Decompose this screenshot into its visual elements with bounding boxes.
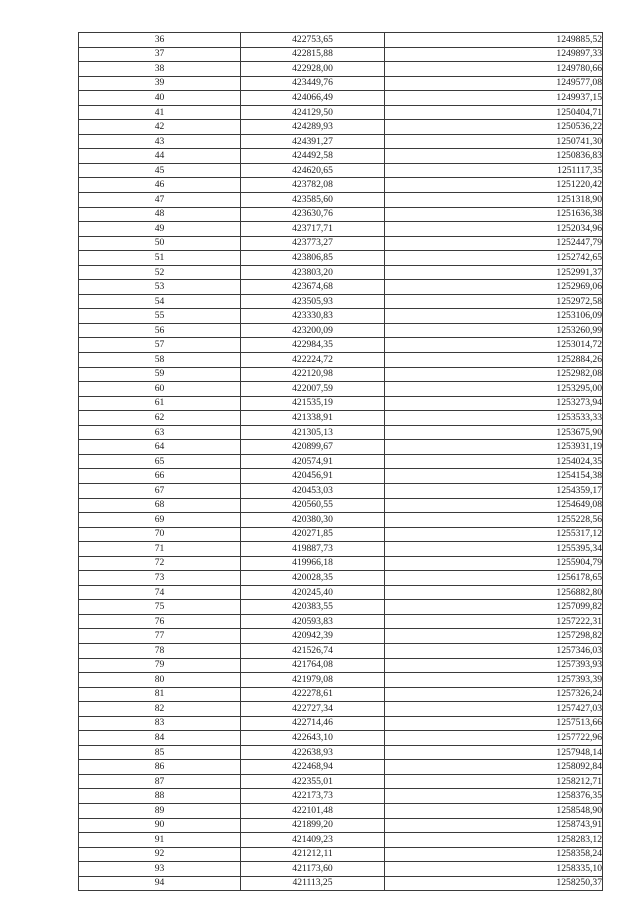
- y-coordinate-cell: 1257298,82: [385, 629, 603, 644]
- y-coordinate-cell: 1253675,90: [385, 425, 603, 440]
- x-coordinate-cell: 422928,00: [241, 62, 385, 77]
- table-row: [79, 280, 603, 295]
- coordinates-table-body: [79, 33, 603, 891]
- y-coordinate-cell: 1258250,37: [385, 876, 603, 891]
- y-coordinate-cell: 1257326,24: [385, 687, 603, 702]
- point-number-cell: 93: [79, 862, 241, 877]
- x-coordinate-cell: 423630,76: [241, 207, 385, 222]
- y-coordinate-cell: 1257513,66: [385, 716, 603, 731]
- table-row: [79, 294, 603, 309]
- point-number-cell: 69: [79, 513, 241, 528]
- table-row: [79, 163, 603, 178]
- x-coordinate-cell: 423717,71: [241, 222, 385, 237]
- x-coordinate-cell: 422727,34: [241, 702, 385, 717]
- x-coordinate-cell: 421113,25: [241, 876, 385, 891]
- table-row: [79, 309, 603, 324]
- table-row: [79, 33, 603, 48]
- y-coordinate-cell: 1252447,79: [385, 236, 603, 251]
- x-coordinate-cell: 421173,60: [241, 862, 385, 877]
- point-number-cell: 42: [79, 120, 241, 135]
- x-coordinate-cell: 420245,40: [241, 585, 385, 600]
- x-coordinate-cell: 424129,50: [241, 105, 385, 120]
- x-coordinate-cell: 420574,91: [241, 454, 385, 469]
- table-row: [79, 716, 603, 731]
- x-coordinate-cell: 423803,20: [241, 265, 385, 280]
- y-coordinate-cell: 1252972,58: [385, 294, 603, 309]
- point-number-cell: 54: [79, 294, 241, 309]
- y-coordinate-cell: 1258358,24: [385, 847, 603, 862]
- table-row: [79, 425, 603, 440]
- point-number-cell: 66: [79, 469, 241, 484]
- y-coordinate-cell: 1254359,17: [385, 483, 603, 498]
- table-row: [79, 803, 603, 818]
- x-coordinate-cell: 420593,83: [241, 614, 385, 629]
- table-row: [79, 411, 603, 426]
- x-coordinate-cell: 421979,08: [241, 673, 385, 688]
- y-coordinate-cell: 1257222,31: [385, 614, 603, 629]
- x-coordinate-cell: 423782,08: [241, 178, 385, 193]
- y-coordinate-cell: 1258092,84: [385, 760, 603, 775]
- x-coordinate-cell: 422278,61: [241, 687, 385, 702]
- point-number-cell: 47: [79, 193, 241, 208]
- y-coordinate-cell: 1252991,37: [385, 265, 603, 280]
- y-coordinate-cell: 1255395,34: [385, 542, 603, 557]
- x-coordinate-cell: 421409,23: [241, 833, 385, 848]
- table-row: [79, 236, 603, 251]
- x-coordinate-cell: 420560,55: [241, 498, 385, 513]
- point-number-cell: 36: [79, 33, 241, 48]
- y-coordinate-cell: 1251220,42: [385, 178, 603, 193]
- point-number-cell: 81: [79, 687, 241, 702]
- x-coordinate-cell: 422355,01: [241, 774, 385, 789]
- point-number-cell: 61: [79, 396, 241, 411]
- table-row: [79, 323, 603, 338]
- y-coordinate-cell: 1256882,80: [385, 585, 603, 600]
- table-row: [79, 338, 603, 353]
- x-coordinate-cell: 422815,88: [241, 47, 385, 62]
- x-coordinate-cell: 419887,73: [241, 542, 385, 557]
- y-coordinate-cell: 1254649,08: [385, 498, 603, 513]
- point-number-cell: 67: [79, 483, 241, 498]
- point-number-cell: 68: [79, 498, 241, 513]
- y-coordinate-cell: 1252982,08: [385, 367, 603, 382]
- x-coordinate-cell: 423330,83: [241, 309, 385, 324]
- point-number-cell: 60: [79, 382, 241, 397]
- x-coordinate-cell: 423200,09: [241, 323, 385, 338]
- point-number-cell: 86: [79, 760, 241, 775]
- table-row: [79, 382, 603, 397]
- table-row: [79, 120, 603, 135]
- y-coordinate-cell: 1257427,03: [385, 702, 603, 717]
- x-coordinate-cell: 423449,76: [241, 76, 385, 91]
- table-row: [79, 62, 603, 77]
- point-number-cell: 90: [79, 818, 241, 833]
- point-number-cell: 53: [79, 280, 241, 295]
- point-number-cell: 52: [79, 265, 241, 280]
- y-coordinate-cell: 1253106,09: [385, 309, 603, 324]
- table-row: [79, 673, 603, 688]
- table-row: [79, 367, 603, 382]
- y-coordinate-cell: 1257948,14: [385, 745, 603, 760]
- x-coordinate-cell: 421535,19: [241, 396, 385, 411]
- y-coordinate-cell: 1254154,38: [385, 469, 603, 484]
- y-coordinate-cell: 1258283,12: [385, 833, 603, 848]
- point-number-cell: 94: [79, 876, 241, 891]
- table-row: [79, 178, 603, 193]
- point-number-cell: 43: [79, 134, 241, 149]
- point-number-cell: 45: [79, 163, 241, 178]
- point-number-cell: 48: [79, 207, 241, 222]
- point-number-cell: 84: [79, 731, 241, 746]
- y-coordinate-cell: 1257346,03: [385, 643, 603, 658]
- x-coordinate-cell: 421338,91: [241, 411, 385, 426]
- y-coordinate-cell: 1251636,38: [385, 207, 603, 222]
- x-coordinate-cell: 422120,98: [241, 367, 385, 382]
- table-row: [79, 91, 603, 106]
- point-number-cell: 70: [79, 527, 241, 542]
- y-coordinate-cell: 1256178,65: [385, 571, 603, 586]
- x-coordinate-cell: 424391,27: [241, 134, 385, 149]
- point-number-cell: 92: [79, 847, 241, 862]
- y-coordinate-cell: 1249897,33: [385, 47, 603, 62]
- x-coordinate-cell: 422984,35: [241, 338, 385, 353]
- x-coordinate-cell: 420899,67: [241, 440, 385, 455]
- y-coordinate-cell: 1258376,35: [385, 789, 603, 804]
- point-number-cell: 64: [79, 440, 241, 455]
- x-coordinate-cell: 421212,11: [241, 847, 385, 862]
- point-number-cell: 41: [79, 105, 241, 120]
- x-coordinate-cell: 422753,65: [241, 33, 385, 48]
- point-number-cell: 79: [79, 658, 241, 673]
- point-number-cell: 50: [79, 236, 241, 251]
- point-number-cell: 85: [79, 745, 241, 760]
- y-coordinate-cell: 1249937,15: [385, 91, 603, 106]
- x-coordinate-cell: 420383,55: [241, 600, 385, 615]
- x-coordinate-cell: 420456,91: [241, 469, 385, 484]
- point-number-cell: 44: [79, 149, 241, 164]
- table-row: [79, 556, 603, 571]
- x-coordinate-cell: 419966,18: [241, 556, 385, 571]
- table-row: [79, 542, 603, 557]
- point-number-cell: 76: [79, 614, 241, 629]
- y-coordinate-cell: 1252884,26: [385, 353, 603, 368]
- point-number-cell: 46: [79, 178, 241, 193]
- y-coordinate-cell: 1257393,93: [385, 658, 603, 673]
- x-coordinate-cell: 420380,30: [241, 513, 385, 528]
- table-row: [79, 47, 603, 62]
- y-coordinate-cell: 1249577,08: [385, 76, 603, 91]
- y-coordinate-cell: 1253260,99: [385, 323, 603, 338]
- y-coordinate-cell: 1258743,91: [385, 818, 603, 833]
- table-row: [79, 498, 603, 513]
- x-coordinate-cell: 422101,48: [241, 803, 385, 818]
- y-coordinate-cell: 1250836,83: [385, 149, 603, 164]
- y-coordinate-cell: 1251117,35: [385, 163, 603, 178]
- point-number-cell: 91: [79, 833, 241, 848]
- x-coordinate-cell: 421526,74: [241, 643, 385, 658]
- table-row: [79, 76, 603, 91]
- y-coordinate-cell: 1258548,90: [385, 803, 603, 818]
- y-coordinate-cell: 1258212,71: [385, 774, 603, 789]
- x-coordinate-cell: 420453,03: [241, 483, 385, 498]
- point-number-cell: 51: [79, 251, 241, 266]
- point-number-cell: 62: [79, 411, 241, 426]
- x-coordinate-cell: 424066,49: [241, 91, 385, 106]
- x-coordinate-cell: 421899,20: [241, 818, 385, 833]
- table-row: [79, 134, 603, 149]
- x-coordinate-cell: 424620,65: [241, 163, 385, 178]
- x-coordinate-cell: 422638,93: [241, 745, 385, 760]
- table-row: [79, 396, 603, 411]
- point-number-cell: 89: [79, 803, 241, 818]
- point-number-cell: 37: [79, 47, 241, 62]
- y-coordinate-cell: 1253295,00: [385, 382, 603, 397]
- y-coordinate-cell: 1253014,72: [385, 338, 603, 353]
- table-row: [79, 265, 603, 280]
- coordinates-table: [78, 32, 603, 891]
- table-row: [79, 862, 603, 877]
- y-coordinate-cell: 1249885,52: [385, 33, 603, 48]
- x-coordinate-cell: 423773,27: [241, 236, 385, 251]
- table-row: [79, 193, 603, 208]
- y-coordinate-cell: 1254024,35: [385, 454, 603, 469]
- x-coordinate-cell: 421305,13: [241, 425, 385, 440]
- y-coordinate-cell: 1253931,19: [385, 440, 603, 455]
- point-number-cell: 88: [79, 789, 241, 804]
- x-coordinate-cell: 423585,60: [241, 193, 385, 208]
- x-coordinate-cell: 422224,72: [241, 353, 385, 368]
- table-row: [79, 818, 603, 833]
- table-row: [79, 527, 603, 542]
- table-row: [79, 702, 603, 717]
- y-coordinate-cell: 1251318,90: [385, 193, 603, 208]
- table-row: [79, 876, 603, 891]
- table-row: [79, 833, 603, 848]
- y-coordinate-cell: 1252742,65: [385, 251, 603, 266]
- x-coordinate-cell: 423806,85: [241, 251, 385, 266]
- y-coordinate-cell: 1255904,79: [385, 556, 603, 571]
- y-coordinate-cell: 1249780,66: [385, 62, 603, 77]
- table-row: [79, 585, 603, 600]
- x-coordinate-cell: 423674,68: [241, 280, 385, 295]
- point-number-cell: 59: [79, 367, 241, 382]
- x-coordinate-cell: 422643,10: [241, 731, 385, 746]
- table-row: [79, 760, 603, 775]
- table-row: [79, 731, 603, 746]
- point-number-cell: 49: [79, 222, 241, 237]
- x-coordinate-cell: 421764,08: [241, 658, 385, 673]
- table-row: [79, 614, 603, 629]
- y-coordinate-cell: 1250741,30: [385, 134, 603, 149]
- table-row: [79, 687, 603, 702]
- x-coordinate-cell: 420271,85: [241, 527, 385, 542]
- point-number-cell: 65: [79, 454, 241, 469]
- x-coordinate-cell: 422714,46: [241, 716, 385, 731]
- y-coordinate-cell: 1255228,56: [385, 513, 603, 528]
- x-coordinate-cell: 422173,73: [241, 789, 385, 804]
- table-row: [79, 745, 603, 760]
- x-coordinate-cell: 420942,39: [241, 629, 385, 644]
- table-row: [79, 774, 603, 789]
- x-coordinate-cell: 423505,93: [241, 294, 385, 309]
- y-coordinate-cell: 1252034,96: [385, 222, 603, 237]
- y-coordinate-cell: 1250404,71: [385, 105, 603, 120]
- table-row: [79, 222, 603, 237]
- point-number-cell: 78: [79, 643, 241, 658]
- point-number-cell: 77: [79, 629, 241, 644]
- point-number-cell: 56: [79, 323, 241, 338]
- point-number-cell: 80: [79, 673, 241, 688]
- x-coordinate-cell: 424289,93: [241, 120, 385, 135]
- point-number-cell: 57: [79, 338, 241, 353]
- table-row: [79, 483, 603, 498]
- table-row: [79, 571, 603, 586]
- table-row: [79, 469, 603, 484]
- table-row: [79, 105, 603, 120]
- table-row: [79, 629, 603, 644]
- y-coordinate-cell: 1255317,12: [385, 527, 603, 542]
- table-row: [79, 440, 603, 455]
- y-coordinate-cell: 1250536,22: [385, 120, 603, 135]
- point-number-cell: 71: [79, 542, 241, 557]
- point-number-cell: 83: [79, 716, 241, 731]
- point-number-cell: 74: [79, 585, 241, 600]
- point-number-cell: 82: [79, 702, 241, 717]
- point-number-cell: 40: [79, 91, 241, 106]
- table-row: [79, 149, 603, 164]
- x-coordinate-cell: 420028,35: [241, 571, 385, 586]
- y-coordinate-cell: 1253533,33: [385, 411, 603, 426]
- y-coordinate-cell: 1257099,82: [385, 600, 603, 615]
- table-row: [79, 847, 603, 862]
- table-row: [79, 251, 603, 266]
- point-number-cell: 87: [79, 774, 241, 789]
- y-coordinate-cell: 1252969,06: [385, 280, 603, 295]
- point-number-cell: 55: [79, 309, 241, 324]
- x-coordinate-cell: 422468,94: [241, 760, 385, 775]
- table-row: [79, 454, 603, 469]
- table-row: [79, 658, 603, 673]
- table-row: [79, 789, 603, 804]
- point-number-cell: 73: [79, 571, 241, 586]
- x-coordinate-cell: 422007,59: [241, 382, 385, 397]
- table-row: [79, 643, 603, 658]
- y-coordinate-cell: 1258335,10: [385, 862, 603, 877]
- x-coordinate-cell: 424492,58: [241, 149, 385, 164]
- point-number-cell: 72: [79, 556, 241, 571]
- table-row: [79, 600, 603, 615]
- y-coordinate-cell: 1257722,96: [385, 731, 603, 746]
- point-number-cell: 75: [79, 600, 241, 615]
- y-coordinate-cell: 1257393,39: [385, 673, 603, 688]
- point-number-cell: 38: [79, 62, 241, 77]
- point-number-cell: 58: [79, 353, 241, 368]
- table-row: [79, 513, 603, 528]
- y-coordinate-cell: 1253273,94: [385, 396, 603, 411]
- table-row: [79, 353, 603, 368]
- point-number-cell: 39: [79, 76, 241, 91]
- table-row: [79, 207, 603, 222]
- point-number-cell: 63: [79, 425, 241, 440]
